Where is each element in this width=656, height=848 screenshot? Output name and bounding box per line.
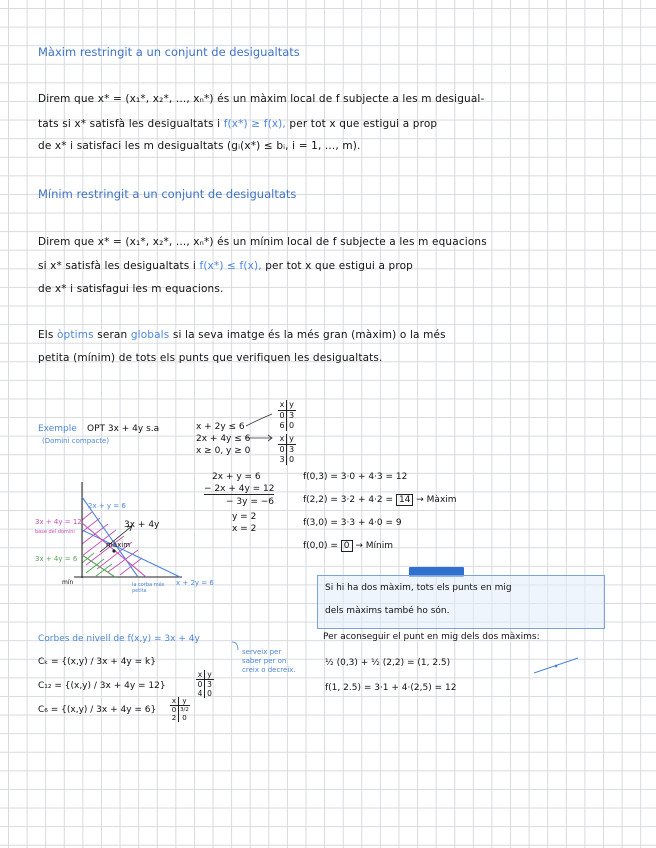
level-curve-c12: C₁₂ = {(x,y) / 3x + 4y = 12} [38,681,166,691]
level-table-12-header-x: x [196,670,205,680]
system-line-4: y = 2 [232,512,257,522]
optims-para-line-2: petita (mínim) de tots els punts que verifiquen les desigualtats. [38,352,383,364]
level-table-6 [170,697,190,722]
example-sublabel: (Domini compacte) [42,437,110,445]
heading-minim-restringit: Mínim restringit a un conjunt de desigualtats [38,187,297,201]
eval-4-min-label: → Mínim [355,541,394,551]
midpoint-line-1: ½ (0,3) + ½ (2,2) = (1, 2.5) [325,658,451,668]
table-1-cell: 3 [288,411,295,420]
min-condition-formula: f(x*) ≤ f(x), [199,260,262,272]
table-1-cell: 6 [278,421,287,431]
system-line-3: − 3y = −6 [226,497,274,507]
level-table-12-cell: 4 [196,689,205,698]
note-line-1: Si hi ha dos màxim, tots els punts en mig [325,583,512,593]
table-2-cell: 3 [278,455,287,465]
optims-word-seran: seran [97,329,128,341]
level-table-6-header-x: x [170,697,179,706]
level-table-12-cell: 0 [196,680,205,689]
constraint-3: x ≥ 0, y ≥ 0 [196,446,251,456]
graph-note-left: base del domini [35,529,75,535]
min-para-line-3: de x* i satisfagui les m equacions. [38,283,224,295]
eval-2 [303,495,457,505]
eval-4-min-value: 0 [341,540,353,552]
level-curve-c6: C₆ = {(x,y) / 3x + 4y = 6} [38,705,157,715]
table-2-header-y: y [287,434,296,445]
level-curves-aside: serveix per saber per on creix o decreix. [242,648,296,674]
graph-label-origin: mín [62,579,74,586]
example-label: Exemple [38,424,77,434]
level-table-12 [196,670,214,698]
level-curves-title: Corbes de nivell de f(x,y) = 3x + 4y [38,634,200,644]
graph-label-maxim: màxim [106,541,131,549]
max-condition-formula: f(x*) ≥ f(x), [223,118,286,130]
max-para-line-2-end: per tot x que estigui a prop [289,118,438,130]
optims-para-line-1 [38,329,446,341]
system-line-2: − 2x + 4y = 12 [204,484,275,494]
min-para-line-2-end: per tot x que estigui a prop [265,260,413,272]
table-2-header-x: x [278,434,287,445]
table-1 [278,400,296,431]
level-table-6-cell: 0 [182,714,187,722]
eval-1: f(0,3) = 3·0 + 4·3 = 12 [303,472,408,482]
table-2 [278,434,296,465]
optims-line-1-rest: si la seva imatge és la més gran (màxim) o la més [172,329,446,341]
graph-label-line-2: x + 2y = 6 [176,579,214,587]
max-para-line-2-text: tats si x* satisfà les desigualtats i [38,118,221,130]
heading-maxim-restringit: Màxim restringit a un conjunt de desigualtats [38,45,300,59]
constraint-2: 2x + 4y ≤ 6 [196,434,251,444]
level-table-6-cell: 2 [170,714,179,722]
min-para-line-2-text: si x* satisfà les desigualtats i [38,260,196,272]
optims-word-els: Els [38,329,54,341]
table-2-cell: 0 [278,445,287,455]
level-curve-ck: Cₖ = {(x,y) / 3x + 4y = k} [38,657,156,667]
eval-4-text: f(0,0) = [303,541,338,551]
table-1-cell: 0 [278,411,287,421]
table-1-header-x: x [278,400,287,411]
eval-4 [303,541,393,551]
min-para-line-2 [38,260,413,272]
system-line-5: x = 2 [232,524,257,534]
graph-label-level-12: 3x + 4y = 12 [35,518,82,526]
graph-label-objective: 3x + 4y [124,520,160,530]
level-table-12-cell: 3 [207,680,212,689]
midpoint-title: Per aconseguir el punt en mig dels dos màxims: [323,632,540,642]
eval-2-text: f(2,2) = 3·2 + 4·2 = [303,495,394,505]
level-table-12-cell: 0 [207,689,212,698]
system-line-1: 2x + y = 6 [212,472,261,482]
note-line-2: dels màxims també ho són. [325,606,450,616]
eval-2-max-value: 14 [396,494,413,506]
level-table-12-header-y: y [205,670,214,680]
max-para-line-2 [38,118,437,130]
min-para-line-1: Direm que x* = (x₁*, x₂*, ..., xₙ*) és un mínim local de f subjecte a les m equacions [38,236,487,248]
table-2-cell: 0 [288,455,295,464]
max-para-line-3: de x* i satisfaci les m desigualtats (gᵢ(x*) ≤ bᵢ, i = 1, ..., m). [38,140,361,152]
eval-3: f(3,0) = 3·3 + 4·0 = 9 [303,518,402,528]
graph-note-bottom: la corba més petita [132,582,165,594]
max-para-line-1: Direm que x* = (x₁*, x₂*, ..., xₙ*) és un màxim local de f subjecte a les m desigual- [38,93,485,105]
example-problem: OPT 3x + 4y s.a [87,424,160,434]
constraint-1: x + 2y ≤ 6 [196,422,245,432]
table-2-cell: 3 [288,445,295,454]
optims-word-globals: globals [130,329,170,341]
level-curves-brace [0,0,1,1]
optims-word-optims: òptims [56,329,94,341]
table-1-cell: 0 [288,421,295,430]
graph-label-line-1: 2x + y = 6 [88,502,126,510]
level-table-6-cell: 0 [170,706,179,714]
graph-label-level-6: 3x + 4y = 6 [35,555,78,563]
eval-2-max-label: → Màxim [416,495,457,505]
level-table-6-header-y: y [179,697,190,706]
level-table-6-cell: 3/2 [180,707,189,713]
midpoint-line-2: f(1, 2.5) = 3·1 + 4·(2,5) = 12 [325,683,457,693]
table-1-header-y: y [287,400,296,411]
